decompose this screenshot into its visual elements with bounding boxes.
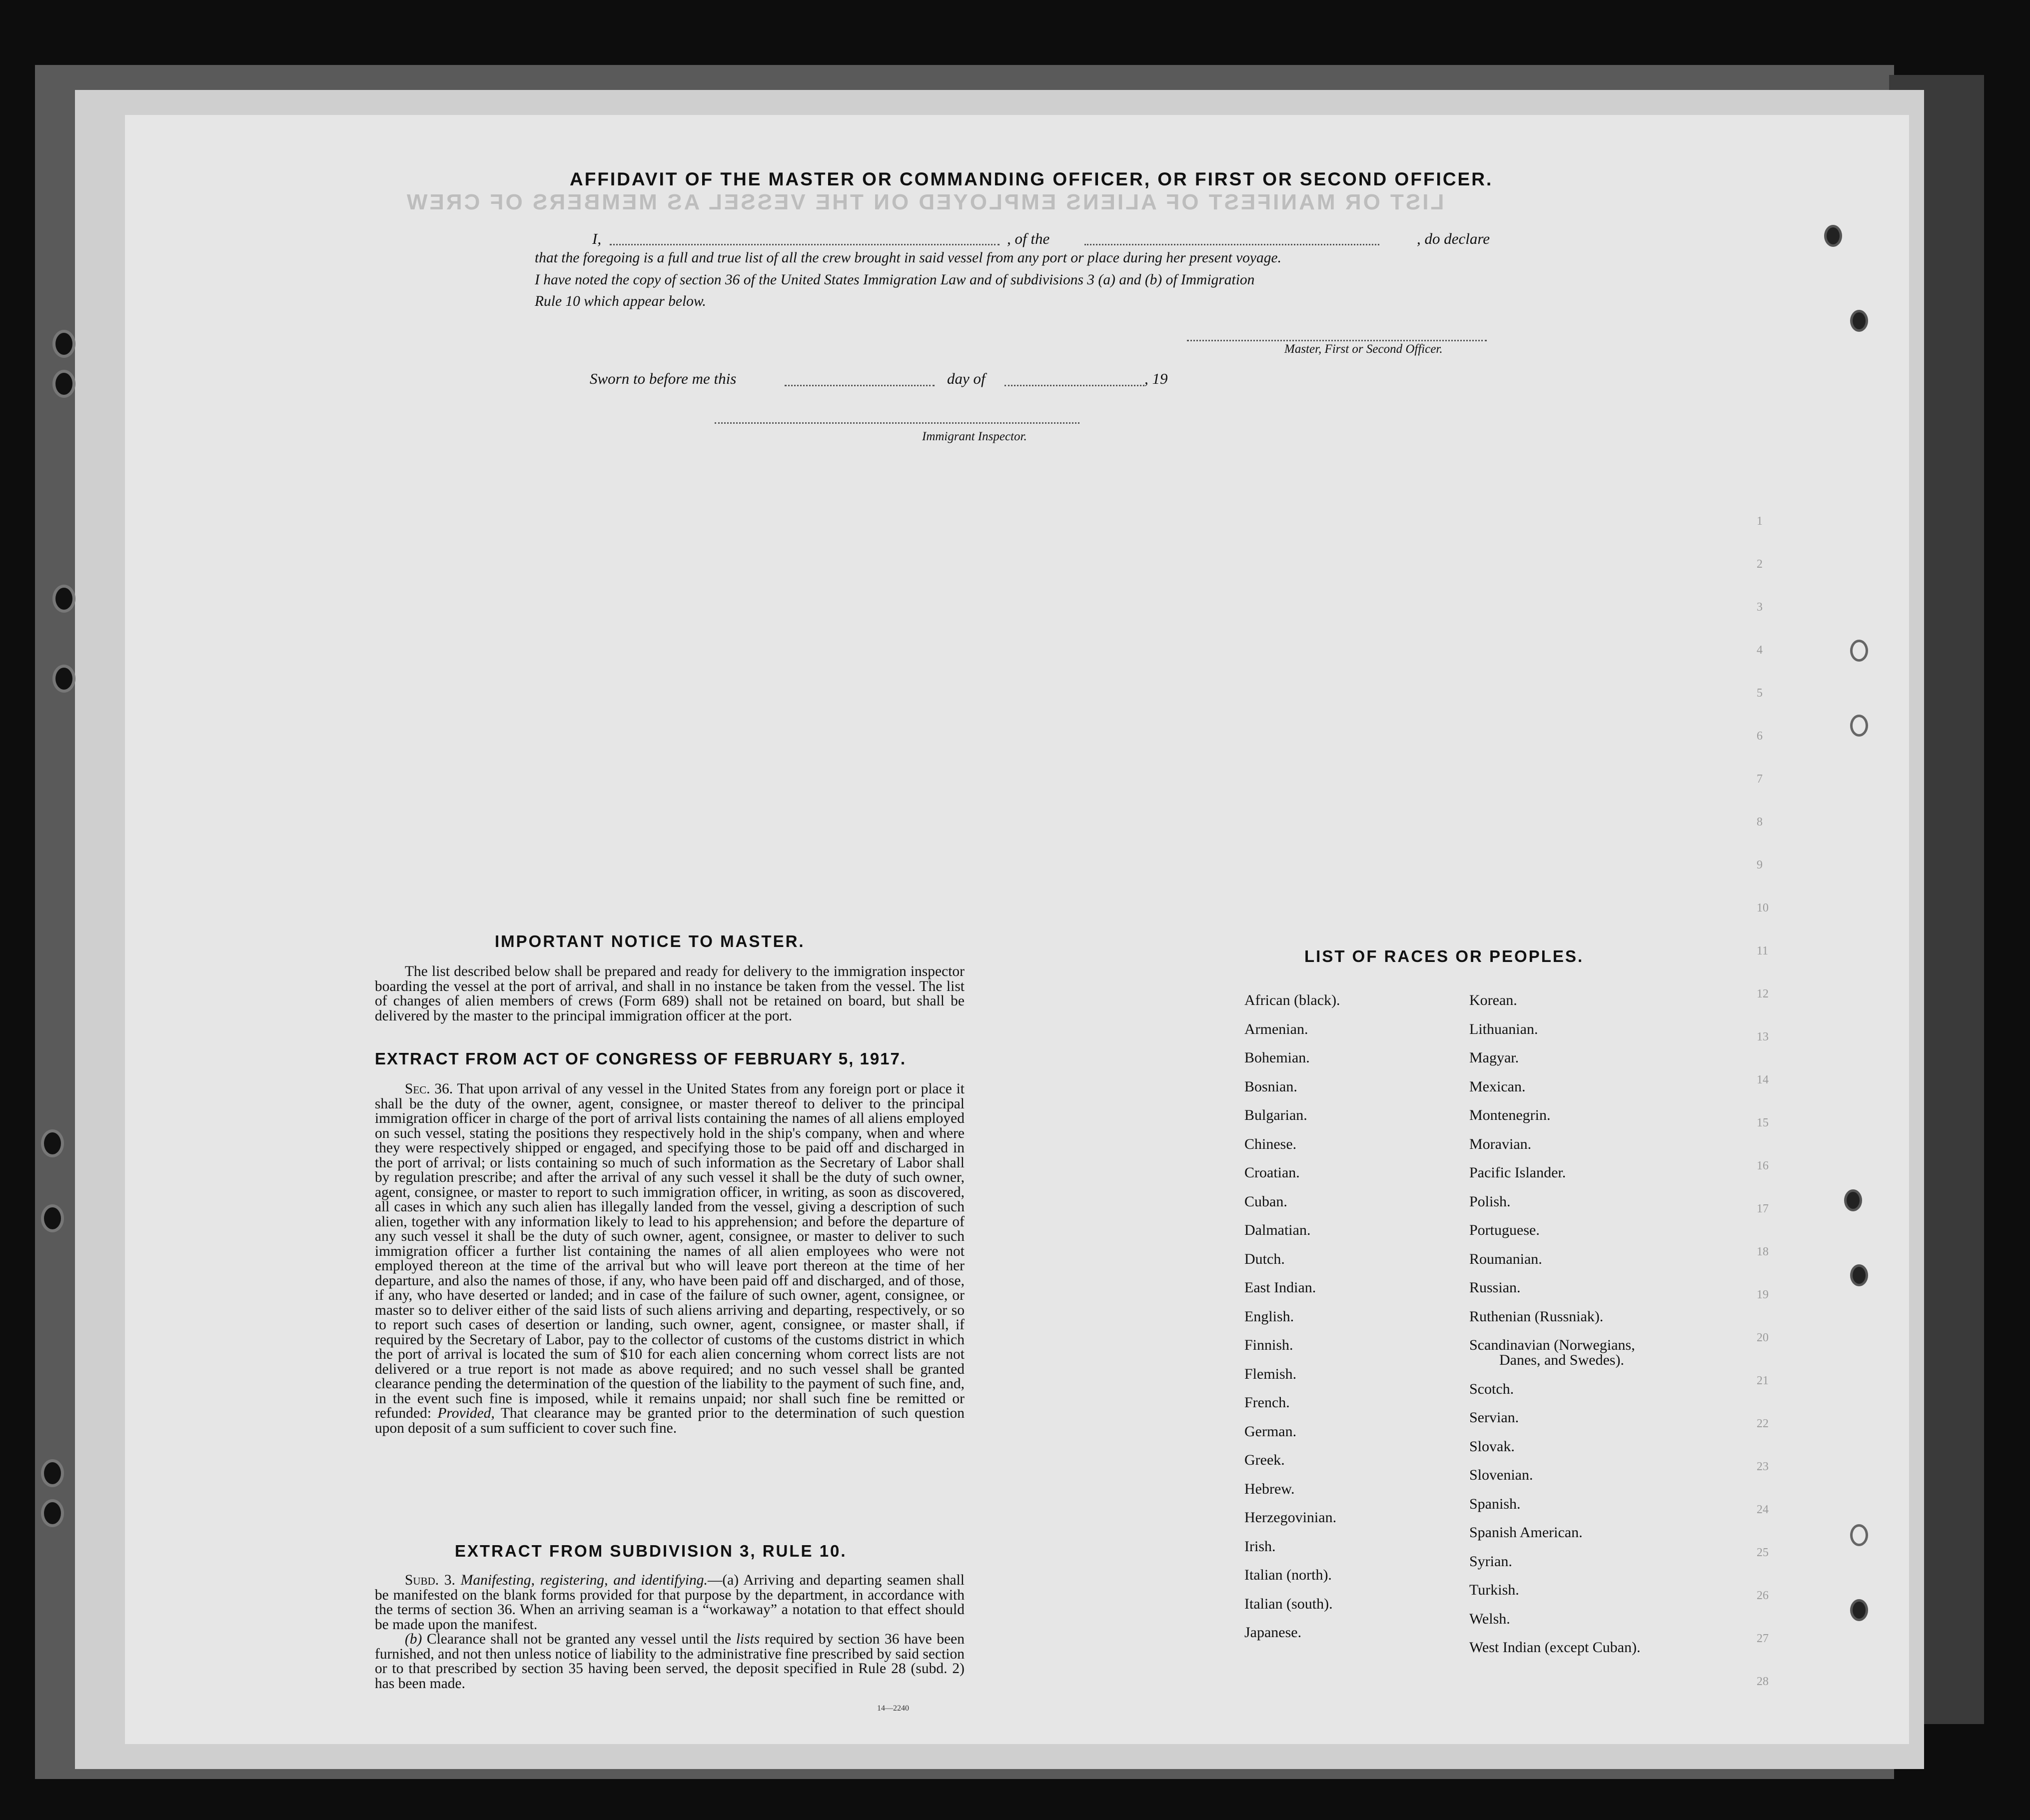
race-item: Russian. <box>1469 1279 1521 1296</box>
affidavit-do-declare-label: , do declare <box>1417 230 1490 247</box>
margin-row-number: 7 <box>1757 773 1763 786</box>
affidavit-of-the-label: , of the <box>1007 230 1050 247</box>
punch-hole-icon <box>1850 310 1868 332</box>
punch-hole-icon <box>1850 715 1868 737</box>
race-item: Italian (north). <box>1244 1567 1332 1583</box>
race-item: Scandinavian (Norwegians, <box>1469 1337 1635 1353</box>
year-label: , 19 <box>1144 370 1168 387</box>
margin-row-number: 28 <box>1757 1675 1769 1688</box>
race-item: Scotch. <box>1469 1380 1514 1397</box>
race-item: Servian. <box>1469 1409 1519 1426</box>
subd-b-text-1: Clearance shall not be granted any vessel until the <box>427 1631 732 1647</box>
sworn-day-blank <box>785 385 935 386</box>
day-of-label: day of <box>947 370 986 387</box>
margin-row-number: 8 <box>1757 816 1763 829</box>
binder-hole-icon <box>41 1459 64 1487</box>
margin-row-number: 26 <box>1757 1589 1769 1602</box>
provided-label: Provided, <box>437 1405 495 1421</box>
race-item: Spanish. <box>1469 1495 1521 1512</box>
notice-title: IMPORTANT NOTICE TO MASTER. <box>495 932 805 950</box>
race-item: West Indian (except Cuban). <box>1469 1639 1641 1656</box>
sworn-label: Sworn to before me this <box>590 370 737 387</box>
affidavit-i-label: I, <box>592 230 602 247</box>
binder-hole-icon <box>52 585 75 613</box>
race-item: Chinese. <box>1244 1135 1297 1152</box>
race-item: Lithuanian. <box>1469 1020 1538 1037</box>
subd-label: Subd. 3. <box>405 1572 455 1588</box>
race-item: Greek. <box>1244 1452 1285 1468</box>
race-item: Cuban. <box>1244 1193 1287 1210</box>
race-item: Pacific Islander. <box>1469 1164 1566 1181</box>
race-item: Italian (south). <box>1244 1595 1333 1612</box>
affidavit-line-3: I have noted the copy of section 36 of the United States Immigration Law and of subdivisions 3 (a) and (b) of Immigration <box>535 272 1255 288</box>
punch-hole-icon <box>1850 640 1868 662</box>
binder-hole-icon <box>41 1499 64 1527</box>
race-item: Croatian. <box>1244 1164 1300 1181</box>
form-number: 14—2240 <box>877 1704 909 1713</box>
race-item: Danes, and Swedes). <box>1499 1352 1624 1369</box>
binder-hole-icon <box>52 665 75 693</box>
punch-hole-icon <box>1844 1189 1862 1211</box>
race-item: English. <box>1244 1308 1294 1325</box>
race-item: Japanese. <box>1244 1624 1302 1641</box>
punch-hole-icon <box>1824 225 1842 247</box>
extract-act-title: EXTRACT FROM ACT OF CONGRESS OF FEBRUARY 5, 1917. <box>375 1049 907 1068</box>
bleed-through-header: LIST OR MANIFEST OF ALIENS EMPLOYED ON THE VESSEL AS MEMBERS OF CREW <box>405 190 1444 214</box>
subd-b-lists: lists <box>736 1631 760 1647</box>
inspector-signature-line <box>715 422 1079 424</box>
binder-hole-icon <box>52 370 75 398</box>
race-item: Irish. <box>1244 1538 1276 1555</box>
binder-hole-icon <box>52 330 75 358</box>
race-item: Polish. <box>1469 1193 1511 1210</box>
margin-row-number: 25 <box>1757 1546 1769 1559</box>
punch-hole-icon <box>1850 1524 1868 1546</box>
margin-row-number: 15 <box>1757 1116 1769 1129</box>
margin-row-number: 9 <box>1757 859 1763 872</box>
extract-rule-body <box>375 1573 965 1691</box>
race-item: Magyar. <box>1469 1049 1519 1066</box>
margin-row-number: 17 <box>1757 1202 1769 1215</box>
race-item: Finnish. <box>1244 1337 1293 1353</box>
margin-row-number: 24 <box>1757 1503 1769 1516</box>
margin-row-number: 6 <box>1757 730 1763 743</box>
race-item: Flemish. <box>1244 1365 1297 1382</box>
affidavit-line-4: Rule 10 which appear below. <box>535 293 706 309</box>
extract-rule-title: EXTRACT FROM SUBDIVISION 3, RULE 10. <box>455 1542 847 1560</box>
affidavit-name-blank <box>610 244 1000 245</box>
subd-a-text: —(a) Arriving and departing seamen shall be manifested on the blank forms provided for that purpose by the department, in accordance with the terms of section 36. When an arriving seaman is a “workaway” a notation to that effect should be made upon the manifest. <box>375 1572 965 1633</box>
subd-b-label: (b) <box>405 1631 422 1647</box>
margin-row-number: 18 <box>1757 1245 1769 1258</box>
margin-row-number: 2 <box>1757 558 1763 571</box>
race-item: Bosnian. <box>1244 1078 1297 1095</box>
margin-row-number: 3 <box>1757 601 1763 614</box>
margin-row-number: 27 <box>1757 1632 1769 1645</box>
races-title: LIST OF RACES OR PEOPLES. <box>1304 947 1584 965</box>
margin-row-number: 1 <box>1757 515 1763 528</box>
race-item: Montenegrin. <box>1469 1107 1551 1123</box>
sec-36-label: Sec. 36. <box>405 1081 453 1097</box>
master-signature-label: Master, First or Second Officer. <box>1284 342 1443 356</box>
race-item: Mexican. <box>1469 1078 1526 1095</box>
binder-hole-icon <box>41 1204 64 1232</box>
subd-b-text-2: required by section 36 have been furnished, and not then unless notice of liability to the administrative fine prescribed by said section or to that prescribed by section 35 having been served, the deposit specified in Rule 28 (subd. 2) has been made. <box>375 1631 965 1692</box>
margin-row-number: 20 <box>1757 1331 1769 1344</box>
sec-36-text-end: That clearance may be granted prior to the determination of such question upon deposit of a sum sufficient to cover such fine. <box>375 1405 965 1436</box>
race-item: Slovak. <box>1469 1438 1515 1455</box>
race-item: Hebrew. <box>1244 1480 1295 1497</box>
race-item: Ruthenian (Russniak). <box>1469 1308 1604 1325</box>
inspector-label: Immigrant Inspector. <box>922 430 1027 443</box>
margin-row-number: 11 <box>1757 944 1769 957</box>
race-item: German. <box>1244 1423 1297 1440</box>
margin-row-number: 12 <box>1757 987 1769 1000</box>
master-signature-line <box>1187 340 1487 341</box>
race-item: French. <box>1244 1394 1290 1411</box>
race-item: Syrian. <box>1469 1553 1512 1570</box>
race-item: Dalmatian. <box>1244 1222 1311 1238</box>
race-item: Welsh. <box>1469 1610 1510 1627</box>
race-item: African (black). <box>1244 992 1340 1008</box>
affidavit-title: AFFIDAVIT OF THE MASTER OR COMMANDING OFFICER, OR FIRST OR SECOND OFFICER. <box>570 169 1493 189</box>
race-item: East Indian. <box>1244 1279 1316 1296</box>
punch-hole-icon <box>1850 1599 1868 1621</box>
margin-row-number: 23 <box>1757 1460 1769 1473</box>
margin-row-number: 19 <box>1757 1288 1769 1301</box>
race-item: Dutch. <box>1244 1250 1285 1267</box>
affidavit-vessel-blank <box>1084 244 1379 245</box>
race-item: Roumanian. <box>1469 1250 1542 1267</box>
extract-act-body <box>375 1082 965 1436</box>
race-item: Portuguese. <box>1469 1222 1540 1238</box>
affidavit-line-2: that the foregoing is a full and true list of all the crew brought in said vessel from any port or place during her present voyage. <box>535 250 1281 266</box>
race-item: Moravian. <box>1469 1135 1532 1152</box>
margin-row-number: 22 <box>1757 1417 1769 1430</box>
margin-row-number: 13 <box>1757 1030 1769 1043</box>
subd-heading: Manifesting, registering, and identifying. <box>460 1572 708 1588</box>
race-item: Slovenian. <box>1469 1467 1533 1484</box>
race-item: Spanish American. <box>1469 1524 1583 1541</box>
race-item: Bulgarian. <box>1244 1107 1307 1123</box>
margin-row-number: 16 <box>1757 1159 1769 1172</box>
margin-row-number: 21 <box>1757 1374 1769 1387</box>
race-item: Bohemian. <box>1244 1049 1310 1066</box>
margin-row-number: 4 <box>1757 644 1763 657</box>
race-item: Herzegovinian. <box>1244 1509 1337 1526</box>
binder-hole-icon <box>41 1129 64 1157</box>
margin-row-number: 10 <box>1757 902 1769 914</box>
race-item: Armenian. <box>1244 1020 1308 1037</box>
form-page <box>125 115 1909 1744</box>
notice-body: The list described below shall be prepared and ready for delivery to the immigration inspector boarding the vessel at the port of arrival, and shall in no instance be taken from the vessel. The list of changes of alien members of crews (Form 689) shall not be retained on board, but shall be delivered by the master to the principal immigration officer at the port. <box>375 963 965 1024</box>
margin-row-number: 5 <box>1757 687 1763 700</box>
punch-hole-icon <box>1850 1264 1868 1286</box>
sec-36-text: That upon arrival of any vessel in the United States from any foreign port or place it shall be the duty of the owner, agent, consignee, or master thereof to deliver to the principal immigration officer in charge of the port of arrival lists containing the names of all aliens employed on such vessel, stating the positions they respectively hold in the ship's company, when and where they were respectively shipped or engaged, and specifying those to be paid off and discharged in the port of arrival; or lists containing so much of such information as the Secretary of Labor shall by regulation prescribe; and after the arrival of any such vessel it shall be the duty of such owner, agent, consignee, or master to report to such immigration officer, in writing, as soon as discovered, all cases in which any such alien has illegally landed from the vessel, giving a description of such alien, together with any information likely to lead to his apprehension; and before the departure of any such vessel it shall be the duty of such owner, agent, consignee, or master to deliver to such immigration officer a further list containing the names of all alien employees who were not employed thereon at the time of the arrival but who will leave port thereon at the time of her departure, and also the names of those, if any, who have been paid off and discharged, and of those, if any, who have deserted or landed; and in case of the failure of such owner, agent, consignee, or master so to deliver either of the said lists of such aliens arriving and departing, respectively, or so to report such cases of desertion or landing, such owner, agent, consignee, or master shall, if required by the Secretary of Labor, pay to the collector of customs of the customs district in which the port of arrival is located the sum of $10 for each alien concerning whom correct lists are not delivered or a true report is not made as above required; and no such vessel shall be granted clearance pending the determination of the question of the liability to the payment of such fine, and, in the event such fine is imposed, while it remains unpaid; nor shall such fine be remitted or refunded: <box>375 1081 965 1421</box>
race-item: Turkish. <box>1469 1582 1519 1599</box>
sworn-month-blank <box>1005 385 1144 386</box>
race-item: Korean. <box>1469 992 1517 1008</box>
margin-row-number: 14 <box>1757 1073 1769 1086</box>
